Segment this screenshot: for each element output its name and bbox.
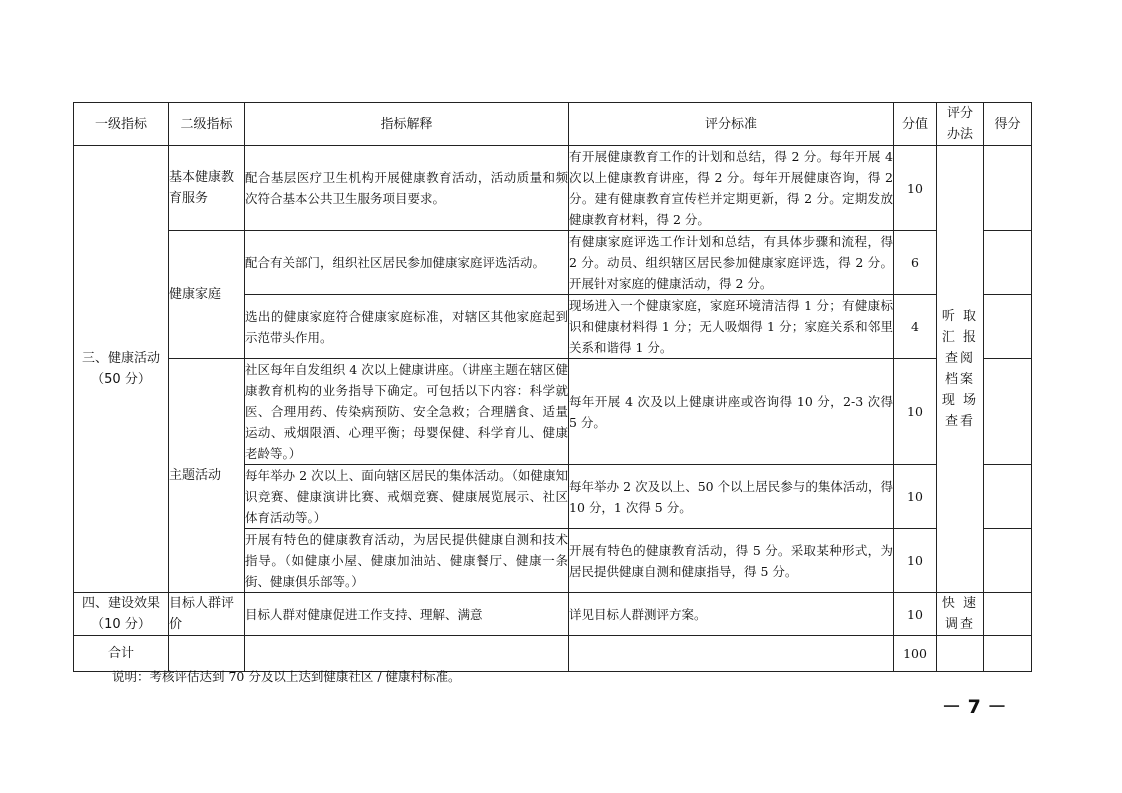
total-empty [984,636,1032,672]
header-standard: 评分标准 [569,103,894,146]
method-cell: 听 取 汇 报 查阅 档案 现 场 查看 [937,146,984,593]
score-cell: 10 [894,146,937,231]
table-row [74,146,1032,231]
got-cell [984,529,1032,593]
got-cell [984,146,1032,231]
footnote: 说明：考核评估达到 70 分及以上达到健康社区 / 健康村标准。 [112,669,461,684]
total-score: 100 [894,636,937,672]
explain-cell: 每年举办 2 次以上、面向辖区居民的集体活动。（如健康知识竞赛、健康演讲比赛、戒烟竞赛、健康展览展示、社区体育活动等。） [245,465,569,529]
standard-cell: 现场进入一个健康家庭，家庭环境清洁得 1 分；有健康标识和健康材料得 1 分；无人吸烟得 1 分；家庭关系和邻里关系和谐得 1 分。 [569,295,894,359]
section3-cell [74,146,169,593]
total-empty [569,636,894,672]
section4-cell [74,593,169,636]
header-got: 得分 [984,103,1032,146]
got-cell [984,231,1032,295]
method-cell: 快 速 调查 [937,593,984,636]
header-level2: 二级指标 [169,103,245,146]
standard-cell: 详见目标人群测评方案。 [569,593,894,636]
level2-basic-education: 基本健康教育服务 [169,146,245,231]
explain-cell: 选出的健康家庭符合健康家庭标准，对辖区其他家庭起到示范带头作用。 [245,295,569,359]
section3-title: 三、健康活动 [81,351,160,366]
explain-cell: 目标人群对健康促进工作支持、理解、满意 [245,593,569,636]
got-cell [984,295,1032,359]
got-cell [984,465,1032,529]
score-cell: 10 [894,465,937,529]
table-row [74,359,1032,465]
standard-cell: 有开展健康教育工作的计划和总结，得 2 分。每年开展 4 次以上健康教育讲座，得 2 分。每年开展健康咨询，得 2 分。建有健康教育宣传栏并定期更新，得 2 分。定期发放健康教育材料，得 2 分。 [569,146,894,231]
standard-cell: 有健康家庭评选工作计划和总结，有具体步骤和流程，得 2 分。动员、组织辖区居民参加健康家庭评选，得 2 分。开展针对家庭的健康活动，得 2 分。 [569,231,894,295]
standard-cell: 开展有特色的健康教育活动，得 5 分。采取某种形式，为居民提供健康自测和健康指导，得 5 分。 [569,529,894,593]
got-cell [984,359,1032,465]
explain-cell: 配合基层医疗卫生机构开展健康教育活动，活动质量和频次符合基本公共卫生服务项目要求。 [245,146,569,231]
header-level1: 一级指标 [74,103,169,146]
evaluation-table [73,102,1032,672]
table-row [74,231,1032,295]
level2-target-group: 目标人群评价 [169,593,245,636]
total-label: 合计 [74,636,169,672]
score-cell: 10 [894,529,937,593]
got-cell [984,593,1032,636]
header-row [74,103,1032,146]
explain-cell: 开展有特色的健康教育活动，为居民提供健康自测和技术指导。（如健康小屋、健康加油站、健康餐厅、健康一条街、健康俱乐部等。） [245,529,569,593]
section4-points: （10 分） [91,617,151,632]
header-method: 评分办法 [937,103,984,146]
header-explain: 指标解释 [245,103,569,146]
explain-cell: 配合有关部门，组织社区居民参加健康家庭评选活动。 [245,231,569,295]
standard-cell: 每年举办 2 次及以上、50 个以上居民参与的集体活动，得 10 分，1 次得 5 分。 [569,465,894,529]
score-cell: 10 [894,359,937,465]
total-empty [937,636,984,672]
standard-cell: 每年开展 4 次及以上健康讲座或咨询得 10 分，2-3 次得 5 分。 [569,359,894,465]
score-cell: 6 [894,231,937,295]
page-number: － 7 － [942,696,1007,718]
level2-healthy-family: 健康家庭 [169,231,245,359]
table-row [74,593,1032,636]
score-cell: 10 [894,593,937,636]
section3-points: （50 分） [91,372,151,387]
header-score: 分值 [894,103,937,146]
section4-title: 四、建设效果 [81,596,160,611]
explain-cell: 社区每年自发组织 4 次以上健康讲座。（讲座主题在辖区健康教育机构的业务指导下确定。可包括以下内容：科学就医、合理用药、传染病预防、安全急救；合理膳食、适量运动、戒烟限酒、心理平衡；母婴保健、科学育儿、健康老龄等。） [245,359,569,465]
level2-theme-activity: 主题活动 [169,359,245,593]
score-cell: 4 [894,295,937,359]
